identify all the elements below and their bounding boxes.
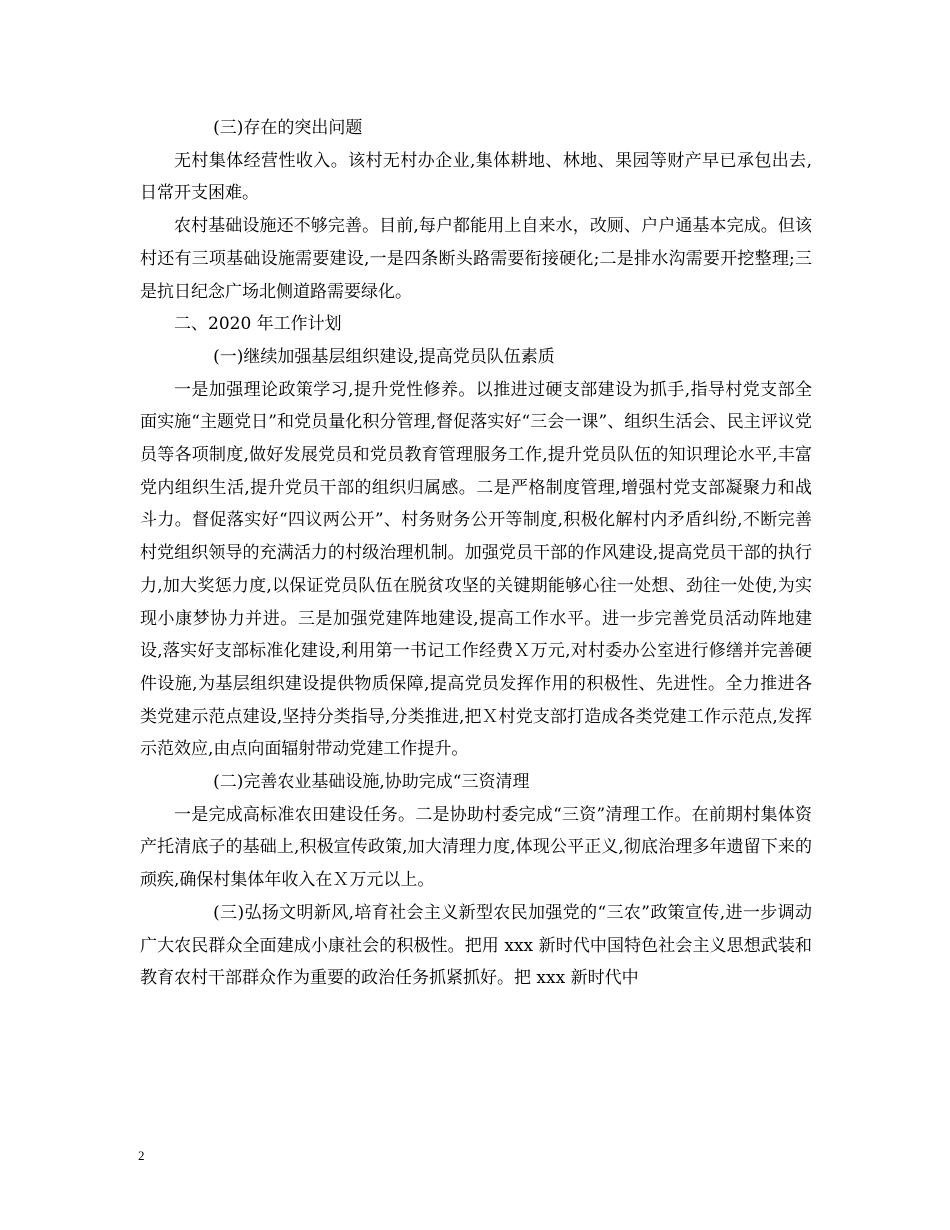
paragraph-income: 无村集体经营性收入。该村无村办企业,集体耕地、林地、果园等财产早已承包出去,日常开支困难。 — [140, 150, 812, 204]
subheading-organization: (一)继续加强基层组织建设,提高党员队伍素质 — [213, 346, 555, 367]
paragraph-organization: 一是加强理论政策学习,提升党性修养。以推进过硬支部建设为抓手,指导村党支部全面实施“主题党日”和党员量化积分管理,督促落实好“三会一课”、组织生活会、民主评议党员等各项制度,做好发展党员和党员教育管理服务工作,提升党员队伍的知识理论水平,丰富党内组织生活,提升党员干部的组织归属感。二是严格制度管理,增强村党支部凝聚力和战斗力。督促落实好“四议两公开”、村务财务公开等制度,积极化解村内矛盾纠纷,不断完善村党组织领导的充满活力的村级治理机制。加强党员干部的作风建设,提高党员干部的执行力,加大奖惩力度,以保证党员队伍在脱贫攻坚的关键期能够心往一处想、劲往一处使,为实现小康梦协力并进。三是加强党建阵地建设,提高工作水平。进一步完善党员活动阵地建设,落实好支部标准化建设,利用第一书记工作经费Ｘ万元,对村委办公室进行修缮并完善硬件设施,为基层组织建设提供物质保障,提高党员发挥作用的积极性、先进性。全力推进各类党建示范点建设,坚持分类指导,分类推进,把Ｘ村党支部打造成各类党建工作示范点,发挥示范效应,由点向面辐射带动党建工作提升。 — [140, 379, 812, 760]
paragraph-civilization: (三)弘扬文明新风,培育社会主义新型农民加强党的“三农”政策宣传,进一步调动广大农民群众全面建成小康社会的积极性。把用 xxx 新时代中国特色社会主义思想武装和教育农村干部群众作为重要的政治任务抓紧抓好。把 xxx 新时代中 — [140, 902, 812, 989]
paragraph-infrastructure: 农村基础设施还不够完善。目前,每户都能用上自来水，改厕、户户通基本完成。但该村还有三项基础设施需要建设,一是四条断头路需要衔接硬化;二是排水沟需要开挖整理;三是抗日纪念广场北侧道路需要绿化。 — [140, 216, 812, 302]
section-heading-plan: 二、2020 年工作计划 — [174, 314, 342, 335]
subheading-agriculture: (二)完善农业基础设施,协助完成“三资清理 — [213, 772, 530, 793]
section-heading-problems: (三)存在的突出问题 — [213, 118, 363, 138]
page-number: 2 — [138, 1148, 145, 1163]
document-body — [140, 112, 812, 995]
paragraph-agriculture: 一是完成高标准农田建设任务。二是协助村委完成“三资”清理工作。在前期村集体资产托清底子的基础上,积极宣传政策,加大清理力度,体现公平正义,彻底治理多年遗留下来的顽疾,确保村集体年收入在Ｘ万元以上。 — [140, 804, 812, 891]
